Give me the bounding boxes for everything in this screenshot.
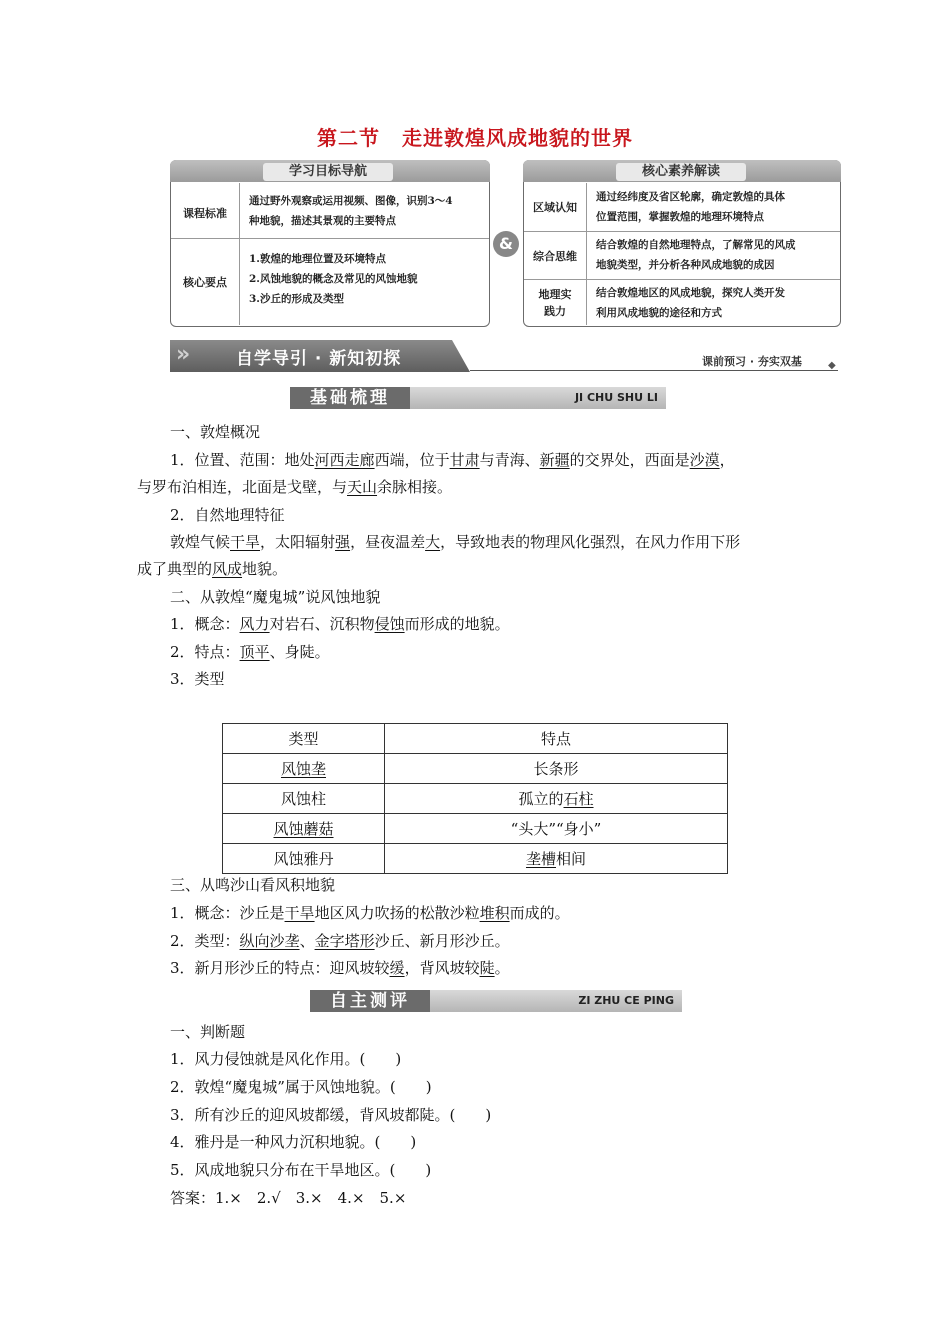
paragraph-types: 3．类型 [170,670,225,688]
section-header-basics-en: JI CHU SHU LI [410,387,666,409]
table-cell-type: 风蚀柱 [223,784,385,814]
row-text-practice: 结合敦煌地区的风成地貌，探究人类开发 利用风成地貌的途径和方式 [596,287,785,319]
banner-chevrons-icon: » [176,342,191,367]
paragraph-features: 2．特点：顶平、身陡。 [170,643,330,661]
table-header: 特点 [385,724,728,754]
banner-subtitle: 课前预习 · 夯实双基 [702,355,802,368]
paragraph-concept: 1．概念：风力对岩石、沉积物侵蚀而形成的地貌。 [170,615,510,633]
table-cell-type: 风蚀雅丹 [223,844,385,874]
heading-dunhuang-overview: 一、敦煌概况 [170,423,261,441]
banner-title: 自学导引 · 新知初探 [236,349,402,369]
section-number: 第二节 [317,126,380,150]
section-header-self-test-en: ZI ZHU CE PING [430,990,682,1012]
paragraph-location: 1．位置、范围：地处河西走廊西端，位于甘肃与青海、新疆的交界处，西面是沙漠， [170,451,735,469]
table-cell-feature: “头大”“身小” [385,814,728,844]
row-label-key-points: 核心要点 [183,276,227,289]
heading-wind-erosion: 二、从敦煌“魔鬼城”说风蚀地貌 [170,588,381,606]
row-label-synthesis: 综合思维 [533,250,577,263]
table-header: 类型 [223,724,385,754]
page-title [0,122,950,151]
row-text-synthesis: 结合敦煌的自然地理特点，了解常见的风成 地貌类型，并分析各种风成地貌的成因 [596,239,796,271]
quiz-answer: 答案：1.× 2.√ 3.× 4.× 5.× [170,1189,407,1207]
divider [524,279,840,280]
table-cell-feature: 垄槽相间 [385,844,728,874]
row-text-regional: 通过经纬度及省区轮廓，确定敦煌的具体 位置范围，掌握敦煌的地理环境特点 [596,191,785,223]
table-row [223,844,728,874]
table-cell-feature: 长条形 [385,754,728,784]
table-cell-type: 风蚀垄 [223,754,385,784]
quiz-item: 5．风成地貌只分布在干旱地区。( ) [170,1161,432,1179]
row-label-curriculum: 课程标准 [183,207,227,220]
learning-objectives-tab: 学习目标导航 [263,163,393,181]
quiz-item: 1．风力侵蚀就是风化作用。( ) [170,1050,402,1068]
core-literacy-tab: 核心素养解读 [616,163,746,181]
table-header-row [223,724,728,754]
core-literacy-panel [523,160,841,327]
paragraph-crescent-dune: 3．新月形沙丘的特点：迎风坡较缓，背风坡较陡。 [170,959,510,977]
paragraph-location-cont: 与罗布泊相连，北面是戈壁，与天山余脉相接。 [137,478,453,496]
section-header-basics: 基础梳理 [290,387,410,409]
diamond-icon: ◆ [828,360,836,371]
table-row [223,784,728,814]
table-cell-type: 风蚀蘑菇 [223,814,385,844]
divider [171,238,489,239]
quiz-item: 2．敦煌“魔鬼城”属于风蚀地貌。( ) [170,1078,432,1096]
table-cell-feature: 孤立的石柱 [385,784,728,814]
heading-aeolian-deposition: 三、从鸣沙山看风积地貌 [170,876,336,894]
row-text-key-points: 1.敦煌的地理位置及环境特点 2.风蚀地貌的概念及常见的风蚀地貌 3.沙丘的形成及类型 [249,253,418,305]
divider [524,231,840,232]
learning-objectives-panel [170,160,490,327]
table-row [223,814,728,844]
heading-natural-features: 2．自然地理特征 [170,506,285,524]
banner-rule [470,370,838,371]
quiz-item: 3．所有沙丘的迎风坡都缓，背风坡都陡。( ) [170,1106,492,1124]
quiz-heading: 一、判断题 [170,1023,246,1041]
paragraph-climate: 敦煌气候干旱，太阳辐射强，昼夜温差大，导致地表的物理风化强烈，在风力作用下形 [170,533,741,551]
row-text-curriculum: 通过野外观察或运用视频、图像，识别3～4 种地貌，描述其景观的主要特点 [249,195,453,227]
section-name: 走进敦煌风成地貌的世界 [402,126,633,150]
erosion-types-table [222,723,728,874]
divider [586,183,587,325]
row-label-regional: 区域认知 [533,201,577,214]
table-row [223,754,728,784]
section-header-self-test: 自主测评 [310,990,430,1012]
paragraph-dune-types: 2．类型：纵向沙垄、金字塔形沙丘、新月形沙丘。 [170,932,510,950]
row-label-practice: 地理实 践力 [538,288,572,318]
paragraph-climate-cont: 成了典型的风成地貌。 [137,560,288,578]
paragraph-dune-concept: 1．概念：沙丘是干旱地区风力吹扬的松散沙粒堆积而成的。 [170,904,570,922]
divider [239,183,240,325]
quiz-item: 4．雅丹是一种风力沉积地貌。( ) [170,1133,417,1151]
ampersand-icon: & [493,231,519,257]
